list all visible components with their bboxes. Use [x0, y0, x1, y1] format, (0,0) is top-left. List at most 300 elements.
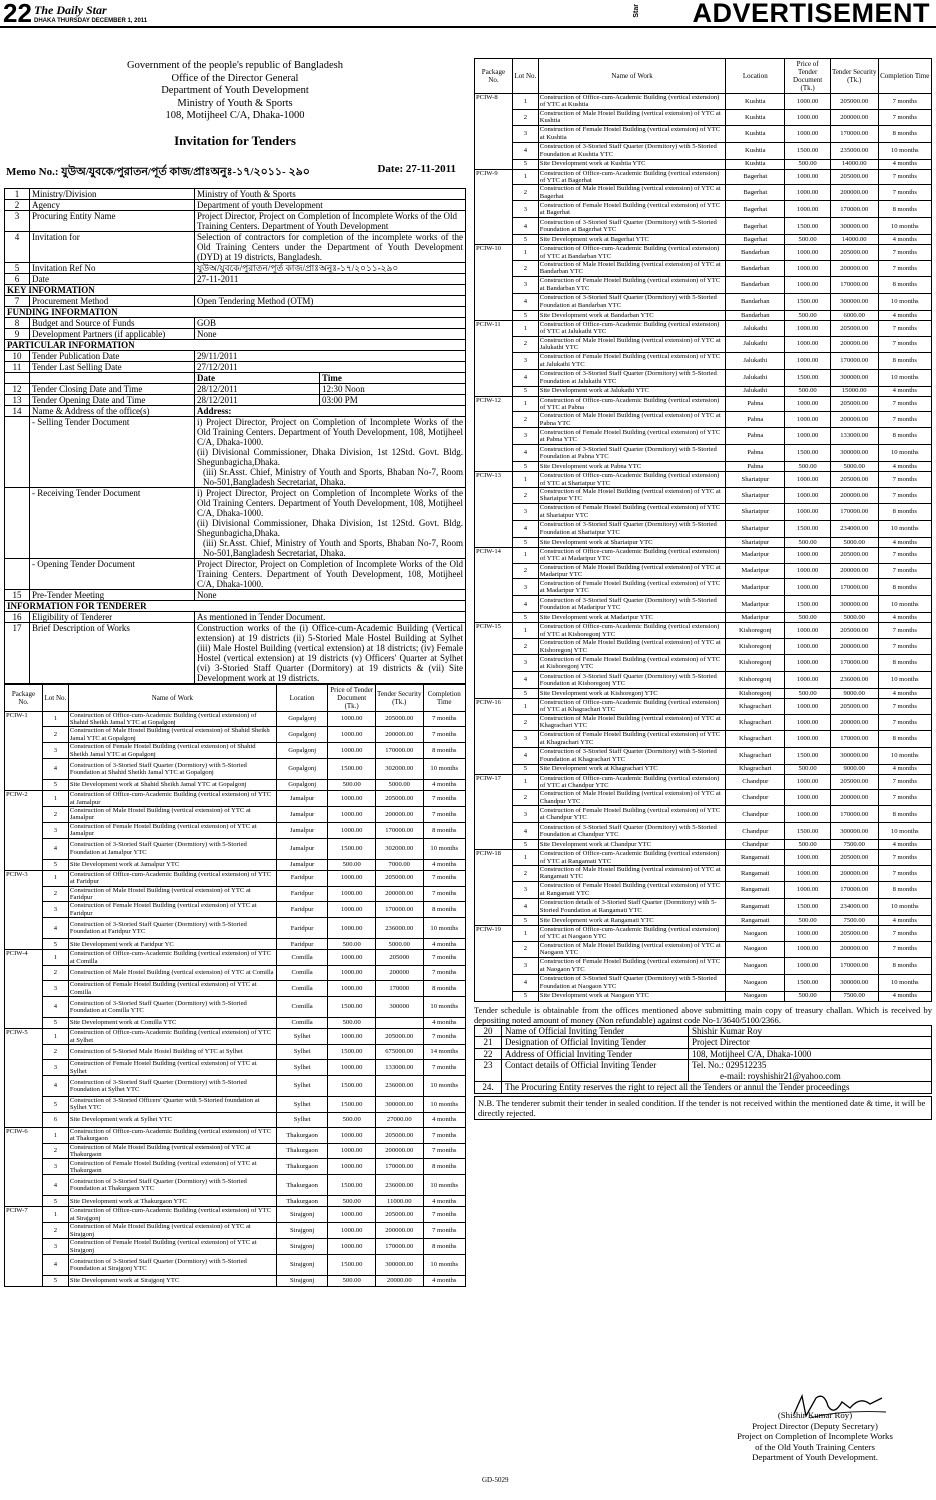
row-label: Eligibility of Tenderer — [30, 611, 195, 622]
dateline: DHAKA THURSDAY DECEMBER 1, 2011 — [34, 18, 148, 24]
table-row — [5, 188, 466, 199]
table-row — [5, 361, 466, 372]
row-value: 108, Motijheel C/A, Dhaka-1000 — [689, 1048, 932, 1060]
completion-time: 10 months — [878, 218, 932, 235]
lot-number: 1 — [512, 396, 538, 412]
section-title: ADVERTISEMENT — [692, 0, 930, 28]
lot-number: 5 — [42, 1097, 68, 1113]
document-price: 1000.00 — [785, 547, 831, 563]
table-row — [5, 711, 466, 727]
tender-security: 200000.00 — [831, 336, 879, 352]
document-price: 1000.00 — [328, 1159, 376, 1175]
table-row — [5, 405, 466, 416]
work-name: Construction of 3-Storied Staff Quarter (Dormitory) with 5-Storied Foundation at Shahid Sheikh Jamal YTC at Gopalgonj — [68, 759, 276, 780]
lot-number: 1 — [512, 699, 538, 715]
lot-number: 1 — [512, 850, 538, 866]
completion-time: 7 months — [878, 412, 932, 428]
tender-security: 133000.00 — [376, 1060, 424, 1076]
completion-time: 7 months — [878, 866, 932, 882]
lot-number: 3 — [42, 822, 68, 838]
document-price: 500.00 — [785, 613, 831, 623]
package-id: PCIW-6 — [5, 1127, 43, 1207]
row-value: 27/12/2011 — [195, 361, 466, 372]
work-location: Kushtia — [726, 94, 785, 110]
lot-number: 1 — [512, 472, 538, 488]
document-price: 1500.00 — [785, 369, 831, 386]
work-location: Kishoregonj — [726, 672, 785, 689]
table-row — [475, 957, 932, 974]
document-price: 500.00 — [785, 764, 831, 774]
row-label: - Opening Tender Document — [30, 558, 195, 589]
row-value: As mentioned in Tender Document. — [195, 611, 466, 622]
row-number: 24. — [475, 1082, 502, 1094]
document-price: 1000.00 — [328, 1207, 376, 1223]
masthead — [0, 0, 936, 56]
work-name: Construction of 5-Storied Male Hostel Building of YTC at Sylhet — [68, 1045, 276, 1060]
tender-security: 170000 — [376, 981, 424, 997]
work-name: Construction of Male Hostel Building (vertical extension) of YTC at Jalukathi YTC — [538, 336, 726, 352]
tender-security: 5000.00 — [831, 537, 879, 547]
document-price: 1000.00 — [785, 336, 831, 352]
lot-number: 3 — [42, 1060, 68, 1076]
table-row — [5, 262, 466, 273]
tender-security: 300000.00 — [831, 747, 879, 764]
package-id: PCIW-7 — [5, 1207, 43, 1287]
row-label: Contact details of Official Inviting Tender — [502, 1060, 689, 1082]
document-price: 1000.00 — [785, 245, 831, 261]
row-label: Agency — [30, 199, 195, 210]
tender-security: 7500.00 — [831, 915, 879, 925]
table-row — [475, 445, 932, 462]
work-name: Construction of Female Hostel Building (vertical extension) of Shahid Sheikh Jamal YTC at Gopalgonj — [68, 743, 276, 759]
work-location: Comilla — [276, 997, 328, 1018]
tender-security: 200000.00 — [831, 866, 879, 882]
document-price: 1500.00 — [328, 1097, 376, 1113]
work-name: Construction of Female Hostel Building (vertical extension) of YTC at Sylhet — [68, 1060, 276, 1076]
work-name: Construction of Female Hostel Building (vertical extension) of YTC at Sirajgonj — [68, 1239, 276, 1255]
works-header-package: Package No. — [5, 684, 43, 711]
work-name: Construction of Office-cum-Academic Building (vertical extension) of YTC at Jamalpur — [68, 791, 276, 807]
row-number — [5, 372, 30, 383]
time-heading: Time — [320, 372, 466, 383]
work-location: Madaripur — [726, 613, 785, 623]
lot-number: 2 — [512, 941, 538, 957]
work-location: Rangamati — [726, 850, 785, 866]
completion-time: 8 months — [878, 201, 932, 218]
work-location: Pabna — [726, 412, 785, 428]
work-name: Construction of Male Hostel Building (vertical extension) of Shahid Sheikh Jamal YTC at Gopalgonj — [68, 727, 276, 743]
work-name: Construction of 3-Storied Staff Quarter (Dormitory) with 5-Storied Foundation at Comilla YTC — [68, 997, 276, 1018]
work-name: Construction of Office-cum-Academic Building (vertical extension) of YTC at Bagerhat — [538, 169, 726, 185]
work-location: Shariatpur — [726, 487, 785, 503]
works-header-time: Completion Time — [878, 59, 932, 94]
document-price: 1000.00 — [328, 1143, 376, 1159]
row-label: Brief Description of Works — [30, 622, 195, 683]
works-header-lot: Lot No. — [512, 59, 538, 94]
tender-security: 236000.00 — [376, 1175, 424, 1196]
tender-security: 236000.00 — [376, 1076, 424, 1097]
work-name: Construction of Male Hostel Building (vertical extension) of YTC at Madaripur YTC — [538, 563, 726, 579]
completion-time: 10 months — [878, 823, 932, 840]
document-price: 500.00 — [785, 235, 831, 245]
tender-security: 234000.00 — [831, 898, 879, 915]
work-name: Site Development work at Kishoregonj YTC — [538, 689, 726, 699]
table-row — [475, 596, 932, 613]
work-name: Construction of 3-Storied Staff Quarter (Dormitory) with 5-Storied Foundation at Khagrachari YTC — [538, 747, 726, 764]
document-price: 1500.00 — [785, 596, 831, 613]
completion-time: 8 months — [878, 957, 932, 974]
row-number: 8 — [5, 317, 30, 328]
row-number: 3 — [5, 210, 30, 231]
table-row — [475, 261, 932, 277]
lot-number: 2 — [512, 714, 538, 730]
package-id: PCIW-11 — [475, 320, 513, 396]
table-row — [475, 428, 932, 445]
table-row — [475, 840, 932, 850]
tender-security: 170000.00 — [376, 902, 424, 918]
row-number: 16 — [5, 611, 30, 622]
work-name: Construction of Female Hostel Building (vertical extension) of YTC at Bagerhat — [538, 201, 726, 218]
opening-time: 03:00 PM — [320, 394, 466, 405]
table-row — [475, 563, 932, 579]
lot-number: 2 — [512, 412, 538, 428]
work-name: Construction of 3-Storied Staff Quarter (Dormitory) with 5-Storied Foundation at Naogaon YTC — [538, 974, 726, 991]
row-value: যুউঅ/যুবকে/পুরাতন/পূর্ত কাজ/প্রাঃঅনুঃ-১৭/২০১১-২৯০ — [195, 262, 466, 273]
lot-number: 2 — [42, 886, 68, 902]
work-name: Construction of Female Hostel Building (vertical extension) of YTC at Chandpur YTC — [538, 806, 726, 823]
table-row — [5, 394, 466, 405]
lot-number: 4 — [512, 218, 538, 235]
work-name: Construction of Female Hostel Building (vertical extension) of YTC at Comilla — [68, 981, 276, 997]
tender-security: 205000.00 — [831, 396, 879, 412]
work-location: Shariatpur — [726, 503, 785, 520]
selling-offices — [195, 416, 466, 487]
table-row — [5, 317, 466, 328]
work-location: Thakurgaon — [276, 1143, 328, 1159]
table-row — [5, 611, 466, 622]
table-row — [5, 1029, 466, 1045]
row-label: Pre-Tender Meeting — [30, 589, 195, 600]
work-location: Kushtia — [726, 109, 785, 125]
work-name: Construction of Female Hostel Building (vertical extension) of YTC at Pabna YTC — [538, 428, 726, 445]
lot-number: 4 — [512, 898, 538, 915]
completion-time: 7 months — [878, 185, 932, 201]
signatory-project: of the Old Youth Training Centers — [755, 1441, 875, 1452]
table-row — [5, 759, 466, 780]
tender-security: 205000.00 — [376, 1207, 424, 1223]
completion-time: 10 months — [878, 520, 932, 537]
header-line: Department of Youth Development — [161, 85, 309, 96]
row-value: Department of youth Development — [195, 199, 466, 210]
document-price: 1000.00 — [785, 623, 831, 639]
tender-security: 7500.00 — [831, 840, 879, 850]
signatory-name: (Shishir Kumar Roy) — [777, 1410, 853, 1420]
tender-security: 205000.00 — [376, 1127, 424, 1143]
lot-number: 5 — [512, 462, 538, 472]
work-name: Construction of Office-cum-Academic Building (vertical extension) of YTC at Faridpur — [68, 870, 276, 886]
completion-time: 10 months — [423, 1076, 465, 1097]
document-price: 1500.00 — [328, 1175, 376, 1196]
work-location: Sylhet — [276, 1097, 328, 1113]
document-price: 1000.00 — [785, 774, 831, 790]
lot-number: 5 — [512, 613, 538, 623]
date-heading: Date — [195, 372, 320, 383]
section-row — [5, 600, 466, 611]
completion-time: 7 months — [878, 169, 932, 185]
document-price: 1000.00 — [328, 1127, 376, 1143]
table-row — [5, 1175, 466, 1196]
document-price: 1500.00 — [785, 218, 831, 235]
work-location: Jamalpur — [276, 822, 328, 838]
document-price: 500.00 — [328, 780, 376, 791]
table-row — [475, 185, 932, 201]
tender-security: 133000.00 — [831, 428, 879, 445]
work-location: Naogaon — [726, 957, 785, 974]
completion-time: 4 months — [423, 1112, 465, 1127]
work-name: Construction of 3-Storied Staff Quarter (Dormitory) with 5-Storied Foundation at Sirajgonj YTC — [68, 1255, 276, 1276]
completion-time: 7 months — [423, 791, 465, 807]
table-row — [5, 981, 466, 997]
work-location: Bandarban — [726, 293, 785, 310]
document-price: 500.00 — [785, 840, 831, 850]
lot-number: 3 — [512, 201, 538, 218]
work-name: Construction of Male Hostel Building (vertical extension) of YTC at Thakurgaon — [68, 1143, 276, 1159]
closing-time: 12:30 Noon — [320, 383, 466, 394]
work-location: Thakurgaon — [276, 1196, 328, 1207]
work-name: Construction of 3-Storied Staff Quarter (Dormitory) with 5-Storied Foundation at Shariatpur YTC — [538, 520, 726, 537]
completion-time: 10 months — [878, 672, 932, 689]
document-price: 1000.00 — [785, 352, 831, 369]
table-row — [475, 159, 932, 169]
work-name: Site Development work at Shahid Sheikh Jamal YTC at Gopalgonj — [68, 780, 276, 791]
package-id: PCIW-16 — [475, 699, 513, 775]
table-row — [475, 655, 932, 672]
lot-number: 5 — [512, 310, 538, 320]
tender-security: 302000.00 — [376, 838, 424, 859]
work-location: Rangamati — [726, 866, 785, 882]
section-heading: FUNDING INFORMATION — [5, 306, 466, 317]
lot-number: 4 — [42, 918, 68, 939]
completion-time: 7 months — [878, 699, 932, 715]
completion-time: 4 months — [878, 462, 932, 472]
document-price: 1500.00 — [785, 747, 831, 764]
row-label — [30, 372, 195, 383]
table-row — [475, 352, 932, 369]
lot-number: 4 — [512, 823, 538, 840]
package-id: PCIW-14 — [475, 547, 513, 623]
document-price: 1000.00 — [328, 791, 376, 807]
completion-time: 14 months — [423, 1045, 465, 1060]
work-location: Pabna — [726, 396, 785, 412]
gd-number: GD-5029 — [482, 1476, 509, 1484]
tender-security: 236000.00 — [376, 918, 424, 939]
document-price: 1500.00 — [328, 1076, 376, 1097]
document-price: 1000.00 — [328, 966, 376, 981]
completion-time: 8 months — [878, 503, 932, 520]
row-number: 7 — [5, 295, 30, 306]
table-row — [475, 613, 932, 623]
row-number: 17 — [5, 622, 30, 683]
table-row — [5, 350, 466, 361]
completion-time: 7 months — [423, 711, 465, 727]
lot-number: 3 — [512, 352, 538, 369]
work-location: Khagrachari — [726, 730, 785, 747]
lot-number: 1 — [42, 1207, 68, 1223]
table-row — [475, 974, 932, 991]
work-name: Construction of Male Hostel Building (vertical extension) of YTC at Sirajgonj — [68, 1223, 276, 1239]
completion-time: 7 months — [423, 1143, 465, 1159]
work-name: Construction of Male Hostel Building (vertical extension) of YTC at Kushtia — [538, 109, 726, 125]
completion-time: 7 months — [878, 623, 932, 639]
work-location: Sirajgonj — [276, 1239, 328, 1255]
table-row — [5, 886, 466, 902]
document-price: 1000.00 — [328, 743, 376, 759]
table-row — [5, 589, 466, 600]
nb-note: N.B. The tenderer submit their tender in sealed condition. If the tender is not received within the mentioned date & time, it will be directly rejected. — [474, 1096, 932, 1120]
right-column — [474, 58, 932, 1120]
works-header-package: Package No. — [475, 59, 513, 94]
document-price: 500.00 — [785, 462, 831, 472]
tender-security: 20000.00 — [376, 1276, 424, 1287]
work-name: Construction of Office-cum-Academic Building (vertical extension) of YTC at Jalukathi YTC — [538, 320, 726, 336]
row-number — [5, 558, 30, 589]
completion-time: 8 months — [878, 428, 932, 445]
tender-security: 170000.00 — [831, 125, 879, 142]
document-price: 1000.00 — [785, 941, 831, 957]
row-value: GOB — [195, 317, 466, 328]
tender-security: 300000.00 — [831, 445, 879, 462]
tender-security: 170000.00 — [831, 655, 879, 672]
document-price: 1000.00 — [328, 1223, 376, 1239]
works-header-row — [475, 59, 932, 94]
work-location: Bandarban — [726, 261, 785, 277]
completion-time: 7 months — [878, 487, 932, 503]
tender-security: 235000.00 — [831, 142, 879, 159]
completion-time: 7 months — [878, 563, 932, 579]
work-location: Rangamati — [726, 898, 785, 915]
table-row — [5, 1097, 466, 1113]
table-row — [475, 850, 932, 866]
package-id: PCIW-5 — [5, 1029, 43, 1128]
table-row — [5, 838, 466, 859]
work-location: Kushtia — [726, 142, 785, 159]
work-name: Construction of Office-cum-Academic Building (vertical extension) of YTC at Pabna — [538, 396, 726, 412]
table-row — [5, 1060, 466, 1076]
document-price: 1500.00 — [328, 759, 376, 780]
completion-time: 7 months — [878, 396, 932, 412]
package-id: PCIW-8 — [475, 94, 513, 170]
document-price: 500.00 — [328, 859, 376, 870]
table-row — [475, 201, 932, 218]
completion-time: 4 months — [423, 780, 465, 791]
completion-time: 10 months — [423, 1175, 465, 1196]
row-number: 15 — [5, 589, 30, 600]
row-number: 14 — [5, 405, 30, 416]
work-location: Jamalpur — [276, 838, 328, 859]
work-location: Madaripur — [726, 579, 785, 596]
row-value: Project Director, Project on Completion of Incomplete Works of the Old Training Centers. Department of Youth Development — [195, 210, 466, 231]
package-id: PCIW-4 — [5, 950, 43, 1029]
work-name: Construction of 3-Storied Staff Quarter (Dormitory) with 5-Storied Foundation at Pabna YTC — [538, 445, 726, 462]
work-location: Gopalgonj — [276, 759, 328, 780]
row-number: 23 — [475, 1060, 502, 1082]
lot-number: 2 — [512, 261, 538, 277]
completion-time: 7 months — [878, 547, 932, 563]
info-table — [4, 188, 466, 684]
works-header-time: Completion Time — [423, 684, 465, 711]
document-price: 1000.00 — [785, 850, 831, 866]
document-price: 1500.00 — [785, 974, 831, 991]
work-location: Sylhet — [276, 1029, 328, 1045]
work-name: Construction of Male Hostel Building (vertical extension) of YTC at Jamalpur — [68, 806, 276, 822]
document-price: 1000.00 — [785, 109, 831, 125]
lot-number: 4 — [512, 747, 538, 764]
work-location: Naogaon — [726, 974, 785, 991]
work-name: Site Development work at Jalukathi YTC — [538, 386, 726, 396]
row-value: 29/11/2011 — [195, 350, 466, 361]
lot-number: 5 — [42, 780, 68, 791]
work-location: Kishoregonj — [726, 655, 785, 672]
package-id: PCIW-2 — [5, 791, 43, 871]
completion-time: 7 months — [423, 1029, 465, 1045]
office-address: (iii) Sr.Asst. Chief, Ministry of Youth and Sports, Bhaban No-7, Room No-501,Bangladesh Secretariat, Dhaka. — [203, 537, 463, 558]
work-location: Gopalgonj — [276, 727, 328, 743]
tender-security: 9000.00 — [831, 689, 879, 699]
row-label: Procurement Method — [30, 295, 195, 306]
work-name: Construction of Female Hostel Building (vertical extension) of YTC at Madaripur YTC — [538, 579, 726, 596]
completion-time: 7 months — [878, 639, 932, 655]
works-header-security: Tender Security (Tk.) — [831, 59, 879, 94]
tender-security: 170000.00 — [831, 730, 879, 747]
lot-number: 5 — [512, 537, 538, 547]
table-row — [475, 1037, 932, 1049]
work-name: Construction of Male Hostel Building (vertical extension) of YTC at Bandarban YTC — [538, 261, 726, 277]
table-row — [5, 199, 466, 210]
schedule-note: Tender schedule is obtainable from the offices mentioned above submitting main copy of treasury challan. Which is received by depositing noted amount of money (Non refundable) against code No-1/3640/5100/2366. — [474, 1004, 932, 1025]
table-row — [475, 714, 932, 730]
row-value: None — [195, 328, 466, 339]
completion-time: 7 months — [878, 774, 932, 790]
document-price: 1000.00 — [785, 806, 831, 823]
tender-security: 170000.00 — [831, 276, 879, 293]
work-location: Shariatpur — [726, 472, 785, 488]
works-table-right — [474, 58, 932, 1002]
package-id: PCIW-19 — [475, 925, 513, 1001]
work-name: Construction of Female Hostel Building (vertical extension) of YTC at Jalukathi YTC — [538, 352, 726, 369]
work-location: Sylhet — [276, 1060, 328, 1076]
table-row — [5, 1159, 466, 1175]
table-row — [5, 1112, 466, 1127]
work-name: Site Development work at Comilla YTC — [68, 1018, 276, 1029]
table-row — [475, 774, 932, 790]
work-name: Construction of Office-cum-Academic Building (vertical extension) of YTC at Rangamati YTC — [538, 850, 726, 866]
completion-time: 8 months — [423, 743, 465, 759]
document-price: 1000.00 — [785, 169, 831, 185]
work-name: Construction of 3-Storied Staff Quarter (Dormitory) with 5-Storied Foundation at Kushtia YTC — [538, 142, 726, 159]
row-label: Designation of Official Inviting Tender — [502, 1037, 689, 1049]
header-line: 108, Motijheel C/A, Dhaka-1000 — [165, 110, 305, 121]
completion-time: 4 months — [878, 915, 932, 925]
tender-security: 300000.00 — [831, 218, 879, 235]
tender-security: 205000.00 — [831, 925, 879, 941]
work-location: Pabna — [726, 445, 785, 462]
row-label: Tender Last Selling Date — [30, 361, 195, 372]
document-price: 500.00 — [328, 1196, 376, 1207]
completion-time: 7 months — [878, 245, 932, 261]
work-name: Construction of Female Hostel Building (vertical extension) of YTC at Jamalpur — [68, 822, 276, 838]
work-name: Construction of Male Hostel Building (vertical extension) of YTC at Shariatpur YTC — [538, 487, 726, 503]
work-location: Bagerhat — [726, 169, 785, 185]
